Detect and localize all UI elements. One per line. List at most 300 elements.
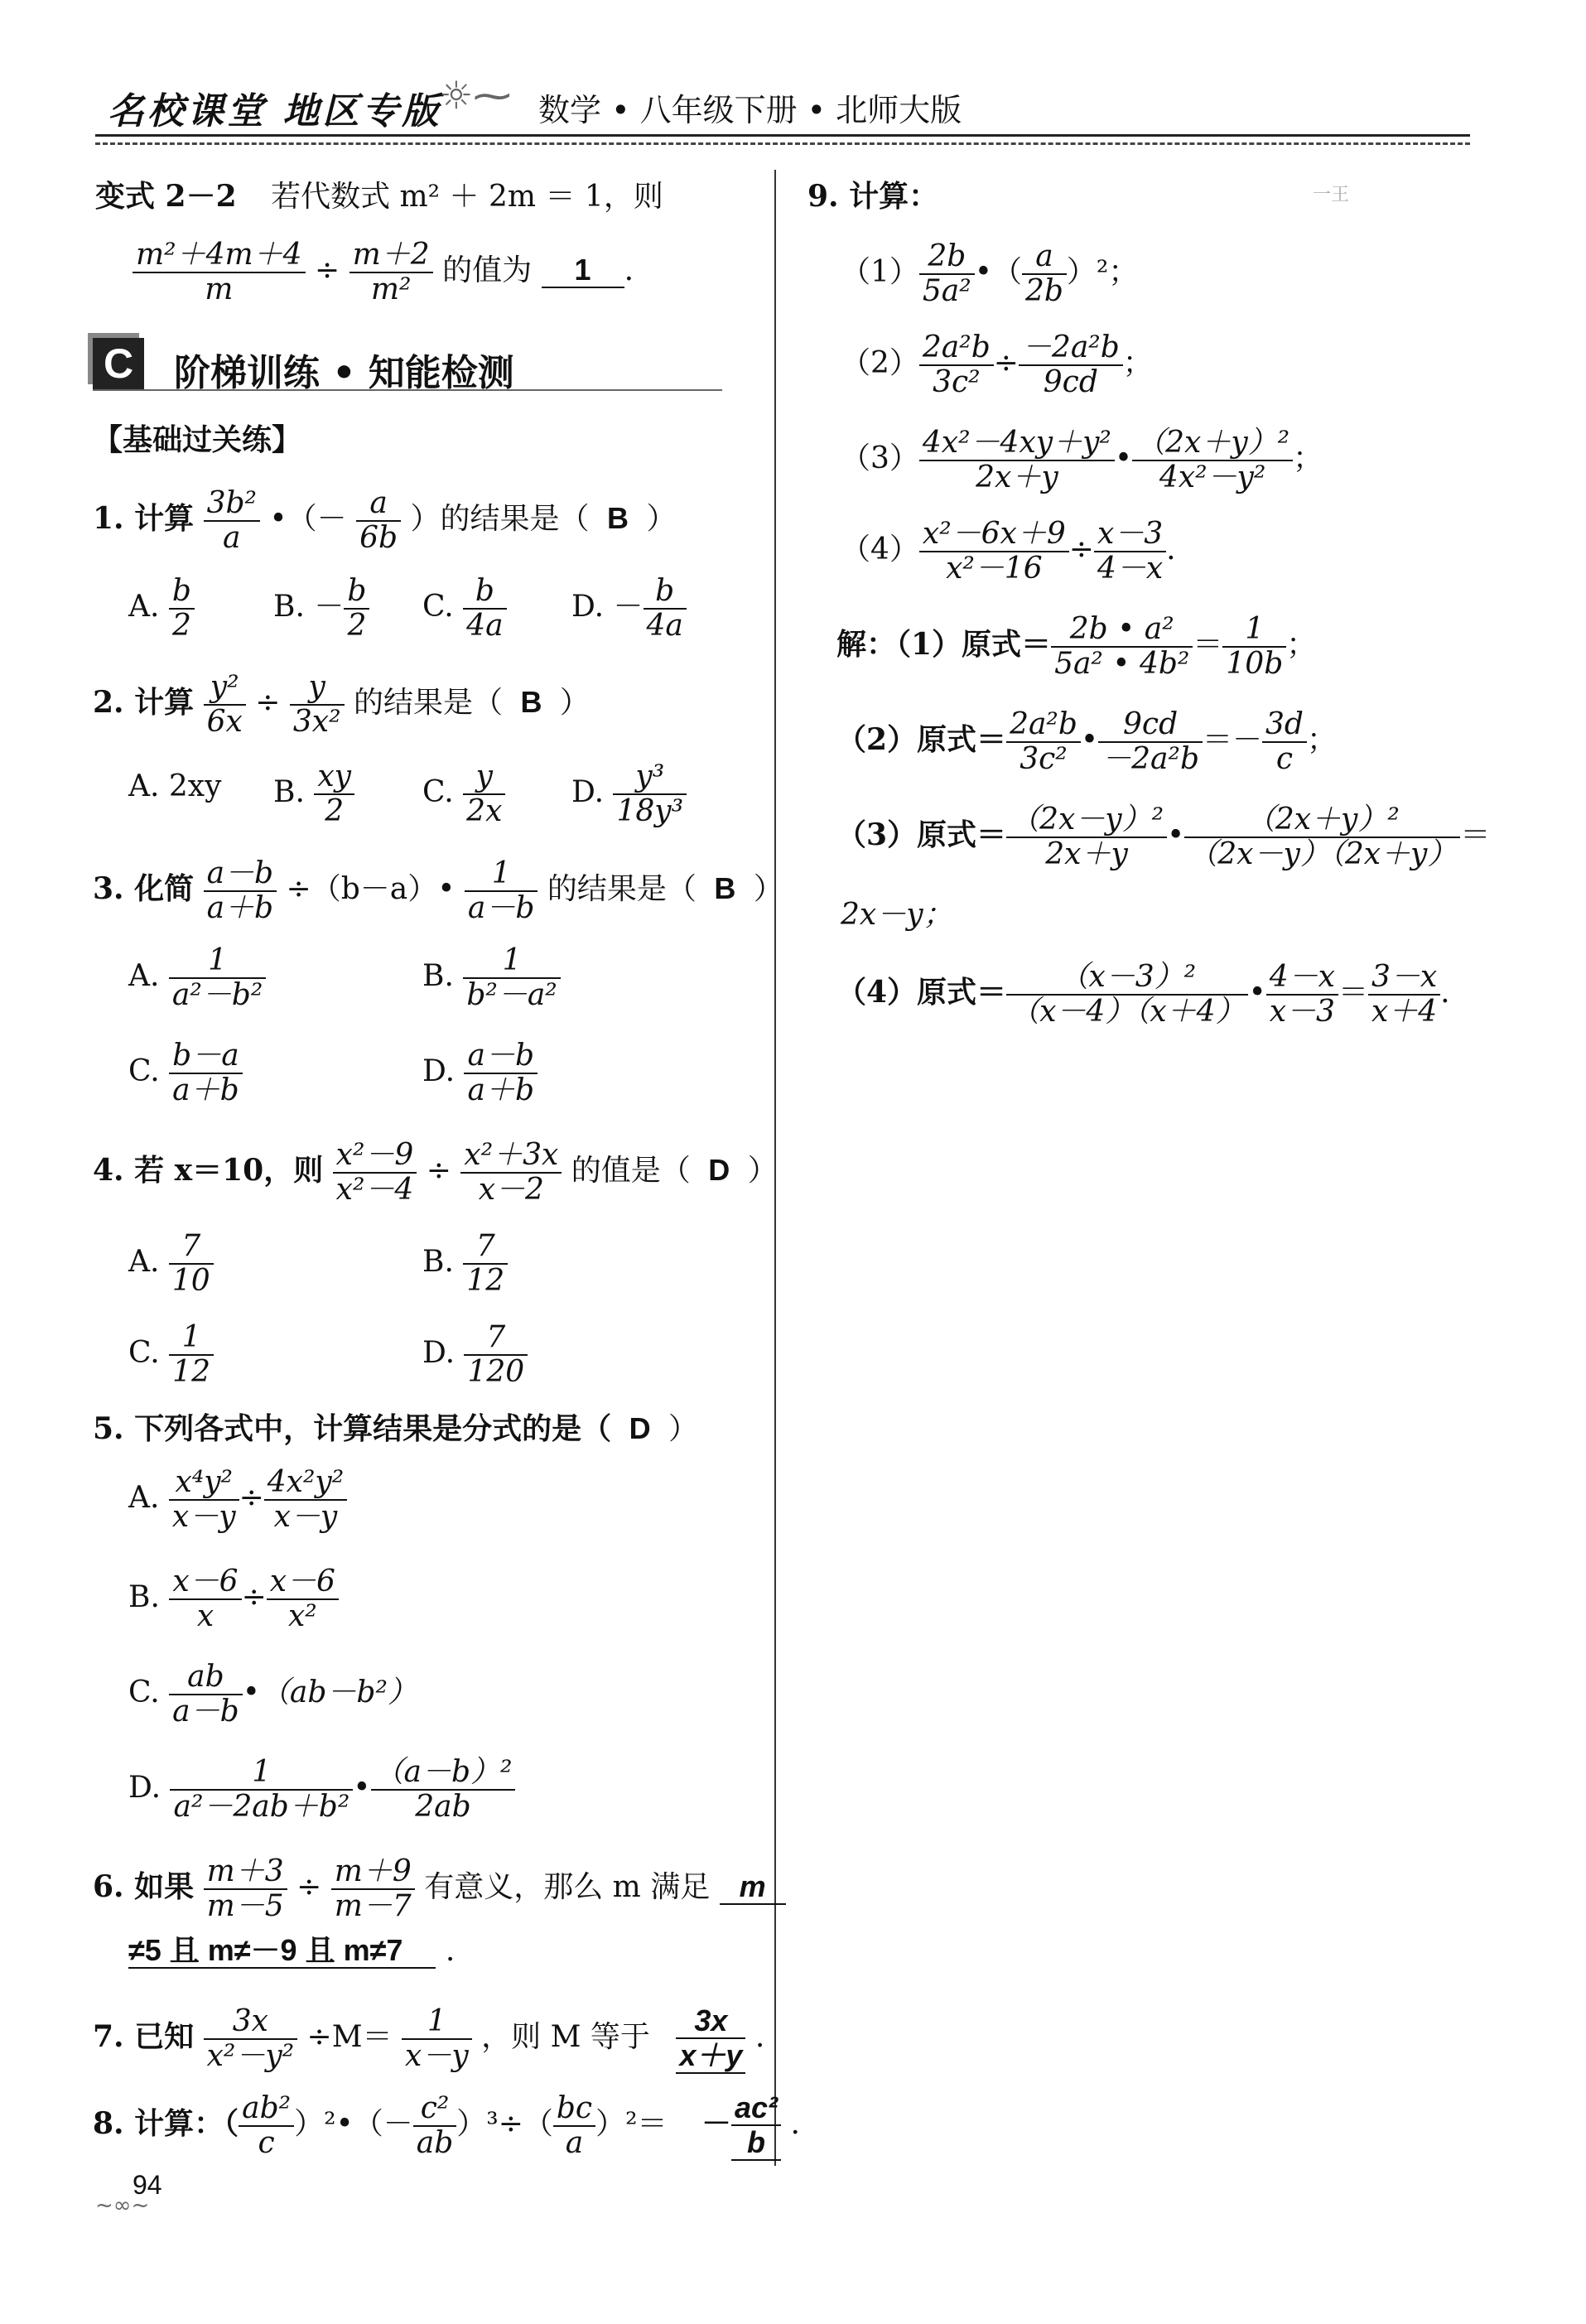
math-text: a²－b²	[171, 978, 263, 1012]
math-text: •	[1248, 976, 1266, 1010]
math-text: x－6	[169, 1565, 241, 1600]
math-text: 9cd	[1098, 708, 1203, 743]
math-text: ；	[1286, 628, 1317, 662]
q1-option-b	[273, 575, 369, 643]
math-text: 解：（1）原式＝	[836, 627, 1052, 662]
fraction	[1098, 708, 1203, 776]
q6-label: 6. 如果	[93, 1869, 195, 1904]
math-text: 4a	[646, 609, 683, 643]
q3-label: 3. 化简	[93, 871, 195, 906]
fraction	[331, 1855, 415, 1923]
q5-answer: D	[629, 1411, 651, 1445]
fraction	[460, 1139, 562, 1207]
question-1	[93, 487, 676, 555]
math-text: 2b • a²	[1051, 613, 1193, 648]
math-text: 3x²	[292, 705, 341, 739]
math-text: ÷	[239, 1481, 264, 1515]
math-text: 120	[467, 1355, 525, 1389]
math-text: •	[1080, 723, 1099, 757]
fraction	[169, 1466, 239, 1534]
math-text: m－7	[334, 1889, 412, 1923]
math-text: A.	[128, 1481, 160, 1515]
fraction	[204, 671, 246, 739]
q9-label: 9. 计算：	[807, 179, 939, 214]
math-text: 3x	[204, 2005, 298, 2040]
q3-answer: B	[714, 871, 736, 905]
q6-answer-part1: m	[720, 1870, 786, 1905]
fraction	[314, 760, 354, 828]
math-text: x²－9	[333, 1139, 417, 1174]
variant-label: 变式 2－2	[95, 179, 237, 214]
math-text: a	[1022, 240, 1067, 275]
math-text: （2）	[841, 346, 919, 380]
math-text: 3d	[1262, 708, 1307, 743]
math-text: ÷	[993, 346, 1019, 380]
fraction	[204, 2005, 298, 2073]
math-text: （x－3）²	[1006, 961, 1248, 996]
math-text: B.	[273, 590, 305, 624]
math-text: 1	[402, 2005, 472, 2040]
math-text: ；	[1293, 441, 1323, 475]
fraction	[1184, 803, 1460, 871]
fraction	[290, 671, 345, 739]
math-text: y	[290, 671, 345, 706]
fraction	[169, 1661, 243, 1729]
question-6	[93, 1855, 786, 1923]
math-text: .	[1166, 533, 1176, 567]
fraction	[919, 427, 1115, 494]
math-text: 2	[325, 794, 345, 828]
fraction	[1262, 708, 1307, 776]
q2-option-c	[422, 760, 505, 828]
solution-3-result: 2x－y；	[841, 898, 953, 932]
fraction	[553, 2092, 595, 2160]
header-rule	[95, 134, 1470, 137]
math-text: C.	[128, 1336, 160, 1370]
math-text: a	[565, 2126, 584, 2160]
math-text: a－b	[172, 1695, 239, 1729]
math-text: 2	[347, 609, 367, 643]
fraction	[919, 240, 975, 308]
math-text: －2a²b	[1019, 331, 1123, 366]
math-text: x²－6x＋9	[919, 518, 1069, 552]
math-text: xy	[314, 760, 354, 795]
q3-option-a	[128, 944, 266, 1012]
q6-answer-line2	[128, 1934, 455, 1969]
q2-label: 2. 计算	[93, 685, 195, 720]
q4-option-a	[128, 1230, 214, 1298]
q1-close: ）	[646, 502, 677, 536]
math-text: 2x＋y	[1045, 837, 1128, 871]
fraction	[169, 1039, 243, 1107]
math-text: C.	[128, 1675, 160, 1709]
math-text: D.	[422, 1054, 456, 1088]
variant-expression: $\frac{\text{m²＋4m＋4}}{m}$ ÷ $\frac{m+2}{\text{m²}}$ 的值为 1 .	[133, 239, 634, 306]
math-text: 2x＋y	[976, 460, 1058, 494]
math-text: 4－x	[1097, 552, 1164, 586]
math-text: 4x²y²	[264, 1466, 347, 1501]
section-letter-badge: C	[93, 338, 144, 389]
math-text: 4x²－4xy＋y²	[919, 427, 1115, 461]
subsection-title: 【基础过关练】	[93, 423, 302, 457]
q5-option-d	[128, 1756, 515, 1824]
question-5	[93, 1412, 698, 1446]
frac-num: m²＋4m＋4	[133, 239, 306, 273]
math-text: b	[463, 575, 506, 610]
q9-part-2	[841, 331, 1153, 399]
math-text: ÷	[426, 1154, 451, 1188]
math-text: 4x²－y²	[1159, 460, 1266, 494]
fraction	[169, 1565, 241, 1633]
q4-answer: D	[708, 1153, 730, 1187]
question-3	[93, 857, 783, 925]
math-text: 4a	[466, 609, 504, 643]
fraction	[133, 239, 306, 306]
math-text: ）	[753, 872, 783, 906]
math-text: 12	[466, 1264, 505, 1298]
math-text: 7	[464, 1321, 528, 1356]
header-book-title: 数学 • 八年级下册 • 北师大版	[538, 92, 962, 128]
fraction	[919, 518, 1069, 586]
variant-text: 若代数式 m² ＋ 2m ＝ 1，则	[271, 180, 663, 214]
fraction	[1006, 708, 1081, 776]
math-text: •	[1114, 441, 1133, 475]
math-text: C.	[128, 1054, 160, 1088]
fraction	[413, 2092, 457, 2160]
math-text: m＋3	[204, 1855, 287, 1890]
math-text: x＋4	[1371, 995, 1438, 1029]
math-text: b	[344, 575, 369, 610]
math-text: （1）	[841, 255, 919, 289]
math-text: ÷	[241, 1580, 267, 1614]
footer-ornament-icon: ~∞~	[95, 2193, 150, 2218]
fraction	[267, 1565, 339, 1633]
fraction	[465, 857, 538, 925]
q8-answer-sign: －	[701, 2106, 731, 2140]
math-text: A.	[128, 959, 160, 993]
math-text: －	[613, 590, 644, 624]
fraction	[1019, 331, 1123, 399]
fraction	[344, 575, 369, 643]
math-text: B.	[422, 959, 454, 993]
math-text: 5a² • 4b²	[1054, 647, 1190, 681]
math-text: •（	[974, 255, 1022, 289]
math-text: ab²	[239, 2092, 294, 2127]
math-text: .	[445, 1934, 456, 1968]
q1-label: 1. 计算	[93, 501, 195, 536]
q4-option-d	[422, 1321, 528, 1389]
math-text: D.	[571, 590, 605, 624]
stamp-mark: 一王	[1313, 185, 1350, 205]
page-number: 94	[133, 2170, 162, 2200]
fraction	[1006, 961, 1248, 1029]
math-text: 2a²b	[919, 331, 994, 366]
math-text: ab	[416, 2126, 454, 2160]
math-text: ÷	[296, 1870, 322, 1904]
q3-option-d	[422, 1039, 538, 1107]
math-text: C.	[422, 590, 454, 624]
frac-den: 6b	[359, 521, 398, 555]
math-text: （4）	[841, 533, 919, 567]
math-text: （4）原式＝	[836, 975, 1007, 1010]
fraction	[371, 1756, 516, 1824]
math-text: a＋b	[206, 891, 274, 925]
q5-label: 5. 下列各式中，计算结果是分式的是（	[93, 1411, 612, 1446]
math-text: 9cd	[1043, 365, 1098, 399]
math-text: 10	[171, 1264, 210, 1298]
math-text: x－3	[1269, 995, 1335, 1029]
math-text: x－6	[267, 1565, 339, 1600]
math-text: 3x	[676, 2004, 745, 2039]
fraction	[463, 1230, 508, 1298]
math-text: .	[754, 2020, 765, 2054]
math-text: D.	[128, 1771, 161, 1805]
math-text: （3）原式＝	[836, 817, 1007, 852]
math-text: 10b	[1226, 647, 1284, 681]
math-text: x	[196, 1599, 215, 1633]
math-text: B.	[128, 1580, 160, 1614]
frac-num: m＋2	[349, 239, 433, 273]
q3-option-c	[128, 1039, 243, 1107]
math-text: （2x＋y）²	[1132, 427, 1293, 461]
math-text: 5a²	[922, 274, 971, 308]
math-text: x⁴y²	[169, 1466, 239, 1501]
q1-suffix: ）的结果是（	[410, 502, 590, 536]
section-title: 阶梯训练 • 知能检测	[174, 352, 514, 394]
math-text: （x－4）（x＋4）	[1010, 995, 1246, 1029]
q4-label: 4. 若 x＝10，则	[93, 1153, 324, 1188]
question-8	[93, 2091, 800, 2161]
variant-answer: 1	[542, 253, 624, 288]
math-text: ）	[747, 1154, 778, 1188]
math-text: 的结果是（	[547, 872, 697, 906]
math-text: 3c²	[1020, 742, 1068, 776]
math-text: D.	[422, 1336, 456, 1370]
question-4	[93, 1139, 778, 1207]
math-text: x－y	[273, 1500, 338, 1534]
math-text: .	[790, 2107, 800, 2141]
math-text: ＝	[1193, 628, 1223, 662]
fraction	[204, 487, 260, 555]
variant-line1	[95, 181, 663, 214]
math-text: x－y	[171, 1500, 236, 1534]
fraction	[169, 944, 266, 1012]
math-text: 1	[170, 1756, 353, 1791]
fraction	[1022, 240, 1067, 308]
frac-num: 3b²	[204, 487, 260, 522]
math-text: ab	[169, 1661, 243, 1695]
math-text: ）³÷（	[456, 2107, 553, 2141]
math-text: x²	[287, 1599, 317, 1633]
math-text: 1	[463, 944, 560, 979]
math-text: ＝	[1338, 976, 1368, 1010]
math-text: 3c²	[933, 365, 981, 399]
fraction	[204, 857, 277, 925]
q7-label: 7. 已知	[93, 2019, 195, 2054]
fraction	[264, 1466, 347, 1534]
math-text: c	[1275, 742, 1294, 776]
math-text: （a－b）²	[371, 1756, 516, 1791]
fraction	[463, 944, 560, 1012]
math-text: 2b	[1024, 274, 1063, 308]
q2-option-d	[571, 760, 687, 828]
math-text: 有意义，那么 m 满足	[424, 1870, 711, 1904]
q4-option-b	[422, 1230, 508, 1298]
fraction	[170, 1756, 353, 1824]
math-text: （2x－y）（2x＋y）	[1188, 837, 1458, 871]
math-text: b－a	[169, 1039, 243, 1074]
math-text: ；	[1122, 346, 1153, 380]
operator: ÷	[314, 253, 340, 287]
q2-option-b	[273, 760, 354, 828]
fraction	[919, 331, 994, 399]
frac-den: a	[223, 521, 241, 555]
solution-4	[836, 961, 1450, 1029]
math-text: bc	[553, 2092, 595, 2127]
math-text: （2）原式＝	[836, 722, 1007, 757]
math-text: y²	[204, 671, 246, 706]
q9-part-3	[841, 427, 1323, 494]
math-text: B.	[422, 1245, 454, 1279]
fraction	[169, 1321, 214, 1389]
math-text: ÷（b－a）•	[286, 872, 456, 906]
q8-label: 8. 计算：（	[93, 2106, 239, 2141]
math-text: x²＋3x	[460, 1139, 562, 1174]
math-text: x²－y²	[206, 2039, 295, 2073]
math-text: 的结果是（	[353, 686, 503, 720]
math-text: 12	[172, 1355, 210, 1389]
fraction	[1368, 961, 1440, 1029]
math-text: x－y	[405, 2039, 469, 2073]
math-text: b²－a²	[466, 978, 557, 1012]
math-text: y	[463, 760, 505, 795]
math-text: 2x	[466, 794, 503, 828]
fraction	[463, 575, 506, 643]
math-text: ）	[559, 686, 590, 720]
fraction	[169, 1230, 214, 1298]
math-text: 7	[169, 1230, 214, 1265]
math-text: C.	[422, 775, 454, 809]
math-text: 1	[169, 944, 266, 979]
q8-answer	[731, 2091, 781, 2161]
math-text: （3）	[841, 441, 919, 475]
section-underline	[93, 389, 722, 391]
q5-option-a	[128, 1466, 347, 1534]
q4-option-c	[128, 1321, 214, 1389]
fraction	[356, 487, 401, 555]
q2-option-a: A. 2xy	[128, 769, 222, 803]
math-text: b	[169, 575, 195, 610]
math-text: a－b	[464, 1039, 538, 1074]
fraction	[1094, 518, 1166, 586]
math-text: .	[1440, 976, 1450, 1010]
math-text: ÷	[1068, 533, 1094, 567]
frac-den: m²	[370, 272, 412, 306]
math-text: b	[731, 2126, 781, 2161]
solution-1	[836, 613, 1316, 681]
math-text: （2x＋y）²	[1184, 803, 1460, 838]
math-text: a＋b	[467, 1073, 534, 1107]
math-text: 2ab	[415, 1790, 471, 1824]
solution-2	[836, 708, 1337, 776]
solution-3	[836, 803, 1490, 871]
q5-option-c	[128, 1661, 417, 1729]
math-text: 6x	[206, 705, 243, 739]
math-text: 18y³	[616, 794, 684, 828]
fraction	[613, 760, 687, 828]
math-text: b	[644, 575, 687, 610]
math-text: 2b	[919, 240, 975, 275]
leaf-sun-icon: ☼⁓	[439, 73, 512, 118]
frac-num: a	[356, 487, 401, 522]
q2-answer: B	[520, 685, 542, 719]
fraction	[463, 760, 505, 828]
math-text: x²－16	[946, 552, 1043, 586]
fraction	[1132, 427, 1293, 494]
fraction	[333, 1139, 417, 1207]
header-series-title: 名校课堂 地区专版	[108, 90, 442, 133]
math-text: a＋b	[172, 1073, 239, 1107]
math-text: m＋9	[331, 1855, 415, 1890]
question-2	[93, 671, 590, 739]
math-text: －2a²b	[1102, 742, 1199, 776]
math-text: x²－4	[335, 1173, 414, 1207]
math-text: •（ab－b²）	[242, 1675, 417, 1709]
math-text: ÷	[255, 686, 281, 720]
q1-option-d	[571, 575, 687, 643]
math-text: ）²＝	[595, 2107, 668, 2141]
variant-suffix: 的值为	[442, 253, 533, 287]
math-text: 3－x	[1368, 961, 1440, 996]
q1-option-a	[128, 575, 195, 643]
math-text: 7	[463, 1230, 508, 1265]
math-text: A.	[128, 590, 160, 624]
math-text: a²－2ab＋b²	[173, 1790, 350, 1824]
math-text: A.	[128, 1245, 160, 1279]
q7-answer	[676, 2004, 745, 2074]
q3-option-b	[422, 944, 561, 1012]
q9-part-1	[841, 240, 1138, 308]
math-text: ac²	[731, 2091, 781, 2126]
math-text: c	[258, 2126, 275, 2160]
q1-mid: •（－	[269, 502, 347, 536]
q1-option-c	[422, 575, 507, 643]
math-text: （2x－y）²	[1006, 803, 1167, 838]
math-text: x－3	[1094, 518, 1166, 552]
fraction	[1006, 803, 1167, 871]
math-text: ）	[668, 1412, 699, 1446]
math-text: ）²；	[1066, 255, 1139, 289]
fraction	[1051, 613, 1193, 681]
math-text: a－b	[467, 891, 535, 925]
math-text: m－5	[206, 1889, 284, 1923]
math-text: ，则 M 等于	[481, 2020, 650, 2054]
math-text: ＝	[1460, 818, 1491, 852]
fraction	[239, 2092, 294, 2160]
math-text: c²	[413, 2092, 457, 2127]
q5-option-b	[128, 1565, 339, 1633]
frac-den: m	[205, 272, 234, 306]
math-text: 1	[465, 857, 538, 892]
q9-part-4	[841, 518, 1176, 586]
math-text: ÷M＝	[306, 2020, 393, 2054]
q1-answer: B	[607, 501, 629, 535]
math-text: D.	[571, 775, 605, 809]
math-text: 4－x	[1266, 961, 1338, 996]
fraction	[204, 1855, 287, 1923]
fraction	[1222, 613, 1286, 681]
math-text: B.	[273, 775, 305, 809]
